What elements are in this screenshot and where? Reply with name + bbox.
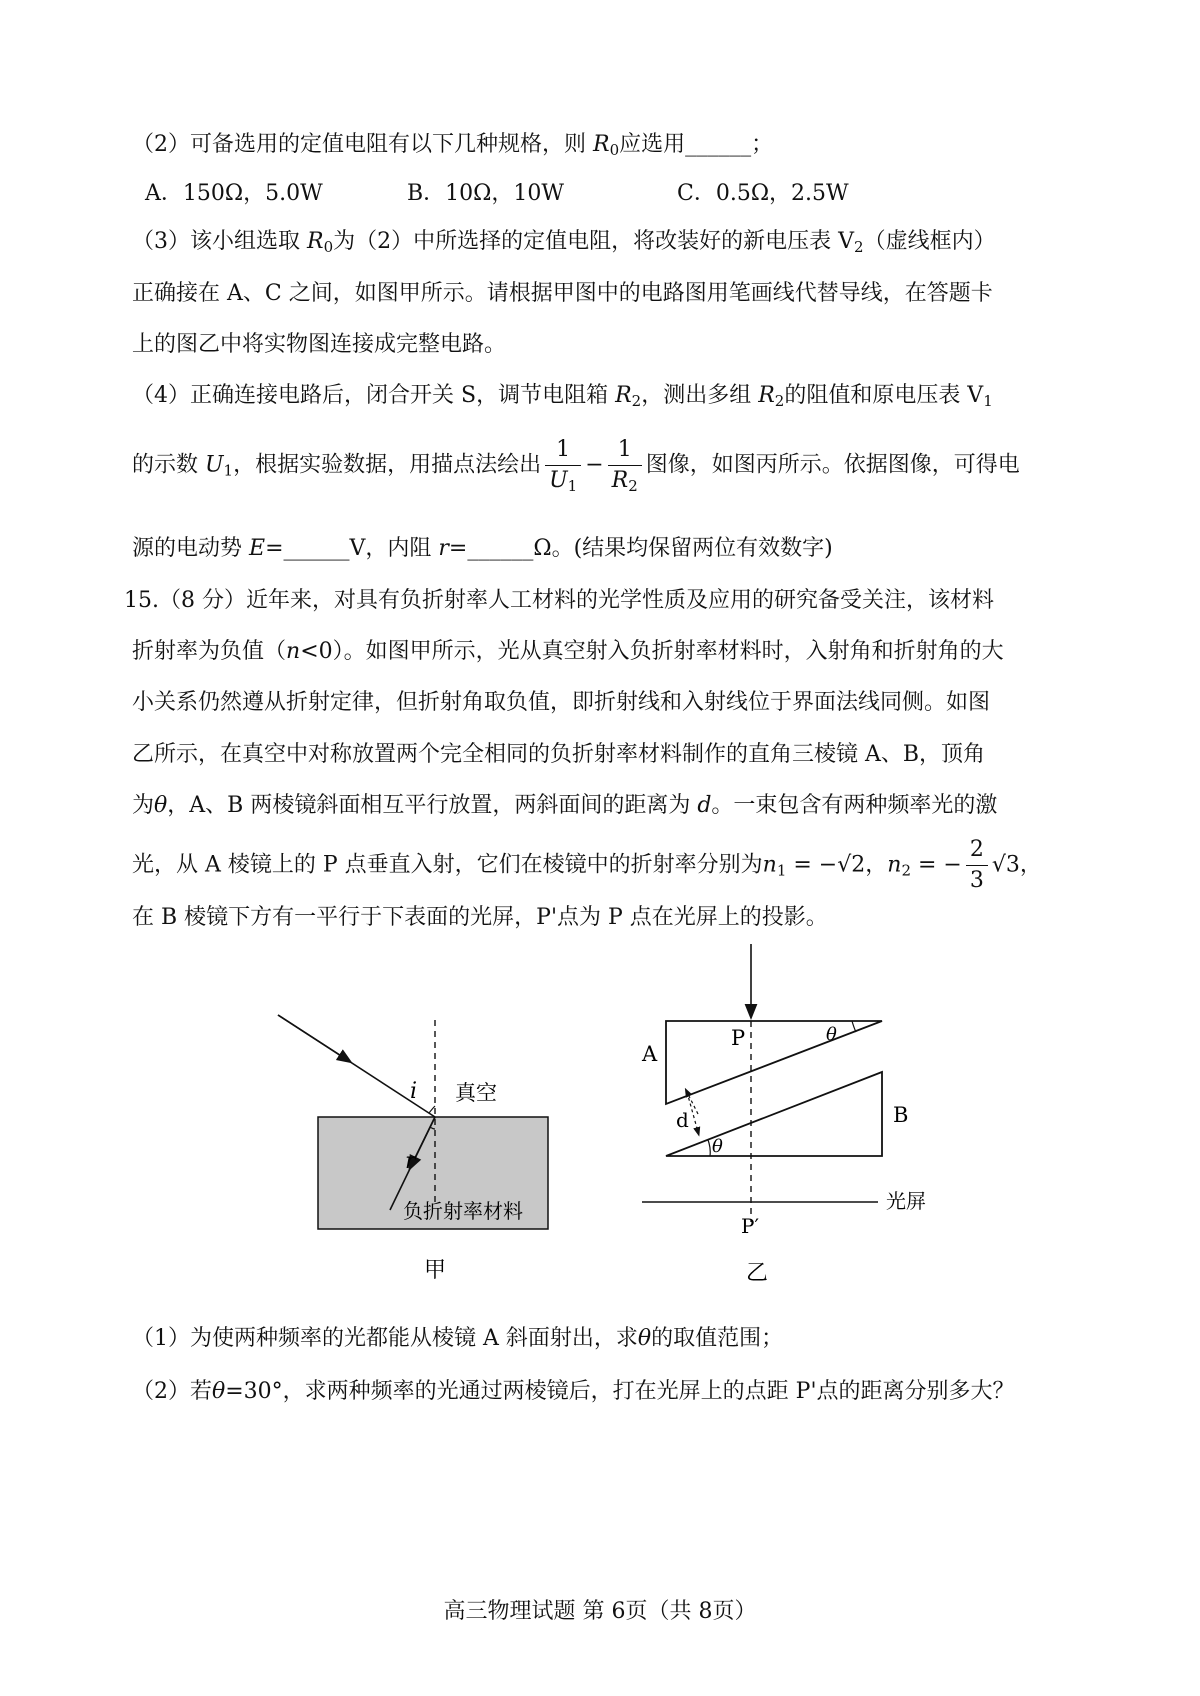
q15-line7: 在 B 棱镜下方有一平行于下表面的光屏，P'点为 P 点在光屏上的投影。 xyxy=(132,905,828,930)
label-angle-i: i xyxy=(410,1079,418,1104)
figure-jia xyxy=(278,1015,548,1283)
q14-part4-line2 xyxy=(132,437,1020,496)
r0-subscript: 0 xyxy=(609,141,620,159)
label-theta-bottom: θ xyxy=(712,1136,723,1157)
q15-line4: 乙所示，在真空中对称放置两个完全相同的负折射率材料制作的直角三棱镜 A、B，顶角 xyxy=(132,742,986,767)
r2-subscript-2: 2 xyxy=(774,392,785,410)
q15-sub2-text-b: =30°，求两种频率的光通过两棱镜后，打在光屏上的点距 P'点的距离分别多大？ xyxy=(225,1379,1015,1404)
q15-line5 xyxy=(132,795,997,817)
n1-subscript: 1 xyxy=(776,861,787,880)
q15-line5-text-a: 为 xyxy=(132,793,155,818)
v2-subscript: 2 xyxy=(854,238,864,256)
q15-line5-text-c: 。一束包含有两种频率光的激 xyxy=(711,793,998,818)
q15-line2-text-a: 折射率为负值（ xyxy=(132,639,287,664)
r0-subscript-2: 0 xyxy=(323,238,334,256)
q14-part4-line1 xyxy=(132,383,993,410)
theta-top-arc xyxy=(852,1021,856,1032)
fraction-1-numerator: 1 xyxy=(545,438,581,466)
label-screen: 光屏 xyxy=(886,1189,926,1213)
incident-ray-arrow xyxy=(278,1015,346,1059)
q15-line6 xyxy=(132,838,1042,893)
caption-jia: 甲 xyxy=(424,1258,447,1283)
fraction-2-over-3-numerator: 2 xyxy=(966,838,988,866)
r-symbol: r xyxy=(438,536,449,561)
option-a: A．150Ω，5.0W xyxy=(145,181,323,206)
q15-line5-text-b: ，A、B 两棱镜斜面相互平行放置，两斜面间的距离为 xyxy=(167,793,698,818)
q14-part4-text-a: （4）正确连接电路后，闭合开关 S，调节电阻箱 xyxy=(132,383,616,408)
q14-part4-text-line2b: ，根据实验数据，用描点法绘出 xyxy=(233,452,542,478)
r2-den-subscript: 2 xyxy=(628,477,638,496)
q15-line2-text-b: <0）。如图甲所示，光从真空射入负折射率材料时，入射角和折射角的大 xyxy=(300,639,1004,664)
r0-symbol-2: R xyxy=(307,229,324,254)
label-material: 负折射率材料 xyxy=(403,1199,523,1223)
r2-subscript: 2 xyxy=(631,392,642,410)
label-p: P xyxy=(731,1026,746,1050)
q14-part4-text-b: ，测出多组 xyxy=(641,383,759,408)
r2-den-symbol: R xyxy=(611,468,629,494)
q14-part4-text-line3c: =______Ω。(结果均保留两位有效数字) xyxy=(448,536,833,561)
q14-part3-text-c: （虚线框内） xyxy=(863,229,996,254)
prism-a xyxy=(666,1021,882,1104)
q14-options xyxy=(145,183,939,205)
r2-symbol-2: R xyxy=(758,383,775,408)
q14-part4-text-line2a: 的示数 xyxy=(132,452,205,478)
q15-line3: 小关系仍然遵从折射定律，但折射角取负值，即折射线和入射线位于界面法线同侧。如图 xyxy=(132,690,991,715)
fraction-1-over-r2 xyxy=(608,437,642,496)
q14-part3-text-a: （3）该小组选取 xyxy=(132,229,307,254)
q14-part3-text-b: 为（2）中所选择的定值电阻，将改装好的新电压表 V xyxy=(333,229,855,254)
v1-subscript: 1 xyxy=(983,392,993,410)
q14-part2-text-a: （2）可备选用的定值电阻有以下几种规格，则 xyxy=(132,132,593,157)
label-angle-r: r xyxy=(405,1149,416,1174)
u1-den-symbol: U xyxy=(549,468,568,494)
label-theta-top: θ xyxy=(826,1024,837,1045)
r0-symbol: R xyxy=(593,132,610,157)
page-footer: 高三物理试题 第 6页（共 8页） xyxy=(443,1599,757,1624)
n2-symbol: n xyxy=(887,852,902,878)
q14-part2-text-b: 应选用______； xyxy=(619,132,774,157)
d-symbol: d xyxy=(697,793,712,818)
label-vacuum: 真空 xyxy=(455,1081,497,1105)
theta-symbol: θ xyxy=(154,793,168,818)
figure-yi xyxy=(641,944,926,1286)
label-a: A xyxy=(642,1042,658,1066)
u1-symbol: U xyxy=(205,452,224,478)
r2-symbol: R xyxy=(615,383,632,408)
fraction-1-denominator xyxy=(545,466,581,496)
theta-symbol-2: θ xyxy=(637,1326,652,1351)
q14-part3-line3: 上的图乙中将实物图连接成完整电路。 xyxy=(132,332,507,357)
angle-i-arc xyxy=(429,1106,435,1113)
fraction-2-over-3-denominator: 3 xyxy=(969,868,984,894)
n-symbol: n xyxy=(286,639,301,664)
q15-subquestion-2 xyxy=(132,1381,1015,1403)
n1-symbol: n xyxy=(762,852,777,878)
q15-sub1-text-b: 的取值范围； xyxy=(651,1326,784,1351)
q14-part3-line1 xyxy=(132,229,996,256)
fraction-1-over-u1 xyxy=(545,437,581,496)
fraction-2-numerator: 1 xyxy=(608,438,642,466)
q14-part4-line3 xyxy=(132,538,833,560)
label-p-prime: P′ xyxy=(741,1214,759,1238)
q14-part2 xyxy=(132,132,774,159)
n2-root: √3 xyxy=(991,852,1020,878)
prism-b xyxy=(666,1072,882,1156)
fraction-2-denominator xyxy=(608,466,642,496)
figures xyxy=(0,940,1200,1310)
q15-line1: 15.（8 分）近年来，对具有负折射率人工材料的光学性质及应用的研究备受关注，该材料 xyxy=(124,588,994,613)
fraction-2-over-3 xyxy=(966,838,988,893)
n2-subscript: 2 xyxy=(901,861,911,880)
caption-yi: 乙 xyxy=(746,1261,769,1286)
u1-subscript: 1 xyxy=(223,461,234,480)
n-separator: ， xyxy=(865,852,888,878)
label-b: B xyxy=(893,1103,909,1127)
q15-line2 xyxy=(132,641,1004,663)
q14-part4-text-line2c: 图像，如图丙所示。依据图像，可得电 xyxy=(645,452,1020,478)
u1-den-subscript: 1 xyxy=(567,477,578,496)
n-end-comma: ， xyxy=(1019,852,1042,878)
n2-equals: = − xyxy=(911,852,962,878)
minus-sign: − xyxy=(585,452,604,478)
q15-sub2-text-a: （2）若 xyxy=(132,1379,212,1404)
q15-subquestion-1 xyxy=(132,1328,783,1350)
q15-line6-text-a: 光，从 A 棱镜上的 P 点垂直入射，它们在棱镜中的折射率分别为 xyxy=(132,852,763,878)
n1-value: = −√2 xyxy=(786,852,866,878)
q14-part3-line2: 正确接在 A、C 之间，如图甲所示。请根据甲图中的电路图用笔画线代替导线，在答题卡 xyxy=(132,281,993,306)
theta-symbol-3: θ xyxy=(212,1379,226,1404)
q14-part4-text-line3a: 源的电动势 xyxy=(132,536,249,561)
theta-bottom-arc xyxy=(708,1140,710,1156)
option-c: C．0.5Ω，2.5W xyxy=(677,181,849,206)
label-d: d xyxy=(676,1108,689,1132)
q15-sub1-text-a: （1）为使两种频率的光都能从棱镜 A 斜面射出，求 xyxy=(132,1326,638,1351)
q14-part4-text-c: 的阻值和原电压表 V xyxy=(784,383,984,408)
e-symbol: E xyxy=(249,536,266,561)
q14-part4-text-line3b: =______V，内阻 xyxy=(265,536,439,561)
option-b: B．10Ω，10W xyxy=(407,181,565,206)
